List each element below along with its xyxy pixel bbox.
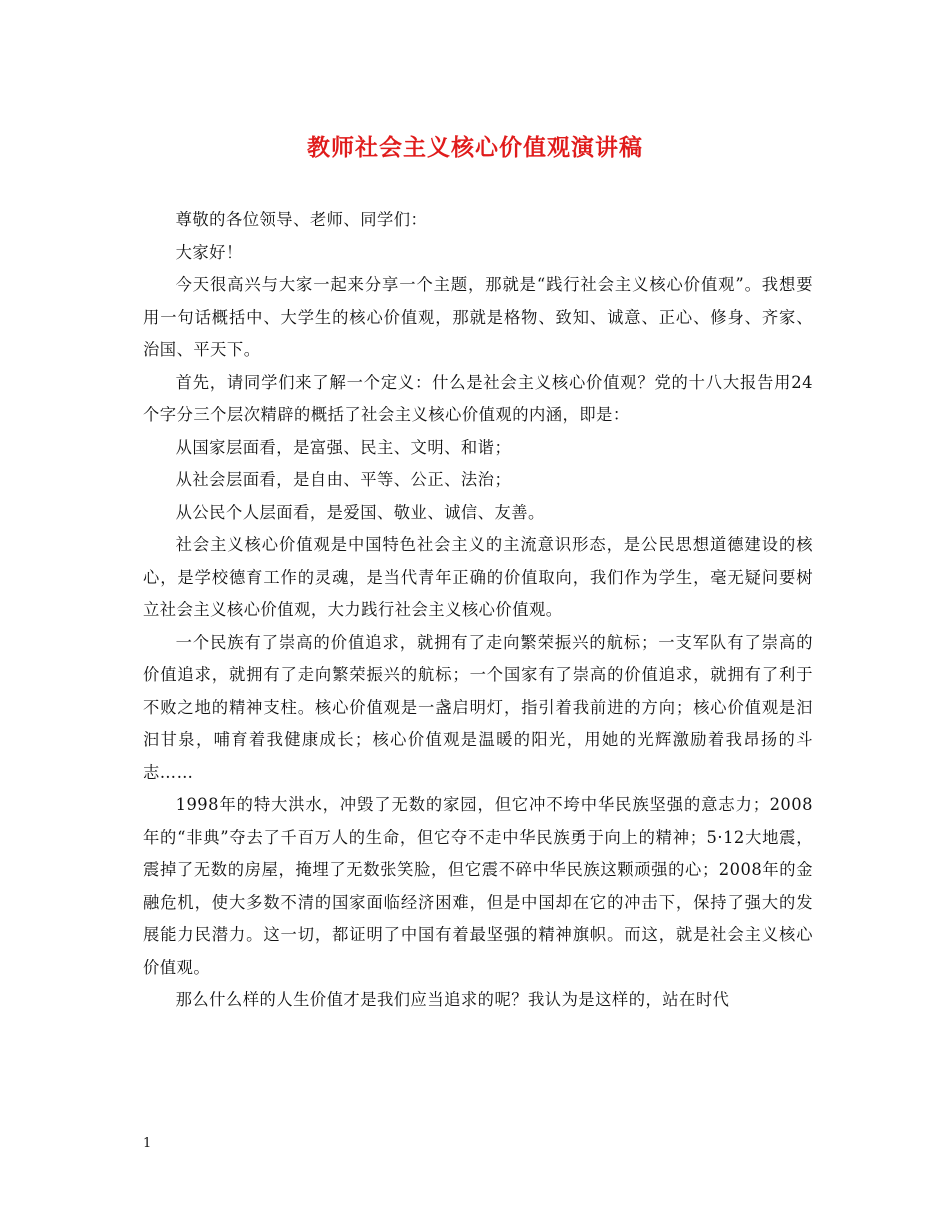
paragraph-greeting: 大家好！ — [175, 242, 243, 262]
page-number: 1 — [143, 1136, 152, 1151]
document-body — [143, 204, 813, 1017]
paragraph-value-pursuit: 一个民族有了崇高的价值追求，就拥有了走向繁荣振兴的航标；一支军队有了崇高的价值追求，就拥有了走向繁荣振兴的航标；一个国家有了崇高的价值追求，就拥有了利于不败之地的精神支柱。核心价值观是一盏启明灯，指引着我前进的方向；核心价值观是汩汩甘泉，哺育着我健康成长；核心价值观是温暖的阳光，用她的光辉激励着我昂扬的斗志…… — [143, 632, 813, 782]
paragraph-national-level: 从国家层面看，是富强、民主、文明、和谐； — [175, 437, 512, 457]
paragraph-ideology: 社会主义核心价值观是中国特色社会主义的主流意识形态，是公民思想道德建设的核心，是学校德育工作的灵魂，是当代青年正确的价值取向，我们作为学生，毫无疑问要树立社会主义核心价值观，大力践行社会主义核心价值观。 — [143, 535, 813, 619]
paragraph-salutation: 尊敬的各位领导、老师、同学们： — [175, 210, 428, 229]
paragraph-intro: 今天很高兴与大家一起来分享一个主题，那就是“践行社会主义核心价值观”。我想要用一句话概括中、大学生的核心价值观，那就是格物、致知、诚意、正心、修身、齐家、治国、平天下。 — [143, 275, 813, 359]
paragraph-life-value: 那么什么样的人生价值才是我们应当追求的呢？我认为是这样的，站在时代 — [175, 990, 730, 1009]
paragraph-individual-level: 从公民个人层面看，是爱国、敬业、诚信、友善。 — [175, 502, 545, 522]
document-title: 教师社会主义核心价值观演讲稿 — [307, 134, 643, 161]
paragraph-history: 1998年的特大洪水，冲毁了无数的家园，但它冲不垮中华民族坚强的意志力；2008年的“非典”夺去了千百万人的生命，但它夺不走中华民族勇于向上的精神；5·12大地震，震掉了无数的房屋，掩埋了无数张笑脸，但它震不碎中华民族这颗顽强的心；2008年的金融危机，使大多数不清的国家面临经济困难，但是中国却在它的冲击下，保持了强大的发展能力民潜力。这一切，都证明了中国有着最坚强的精神旗帜。而这，就是社会主义核心价值观。 — [143, 795, 813, 977]
paragraph-definition: 首先，请同学们来了解一个定义：什么是社会主义核心价值观？党的十八大报告用24个字分三个层次精辟的概括了社会主义核心价值观的内涵，即是： — [143, 372, 813, 424]
paragraph-social-level: 从社会层面看，是自由、平等、公正、法治； — [175, 470, 512, 489]
